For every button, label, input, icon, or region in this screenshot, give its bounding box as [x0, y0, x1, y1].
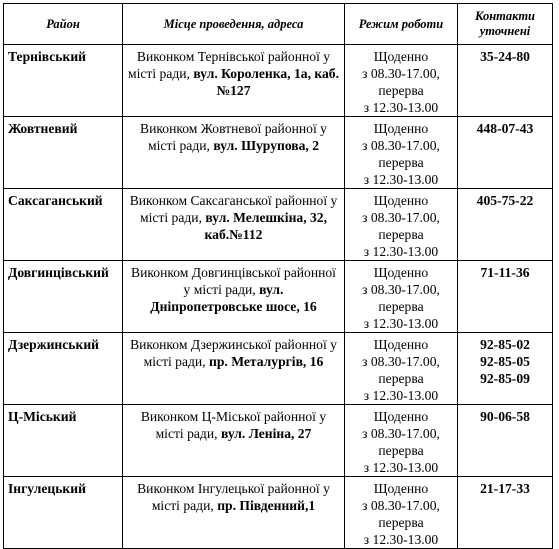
- table-row: [4, 333, 553, 405]
- place-text: Виконком Інгулецької районної у місті ради,: [137, 481, 330, 513]
- hours-cell: [345, 189, 458, 261]
- hours-line: Щоденно: [373, 121, 429, 136]
- table-row: [4, 261, 553, 333]
- hours-line: Щоденно: [373, 265, 429, 280]
- place-address: вул. Шурупова, 2: [213, 138, 320, 153]
- header-contacts: [458, 4, 553, 45]
- hours-line: Щоденно: [373, 409, 429, 424]
- place-text: Виконком Саксаганської районної у місті ради,: [129, 193, 338, 225]
- contact-cell: [458, 189, 553, 261]
- header-hours: Режим роботи: [345, 4, 458, 45]
- hours-cell: [345, 333, 458, 405]
- hours-line: з 12.30-13.00: [363, 172, 439, 187]
- district-cell: Саксаганський: [4, 189, 123, 261]
- hours-line: Щоденно: [373, 337, 429, 352]
- phone-number: 92-85-09: [480, 371, 530, 386]
- phone-number: 448-07-43: [476, 121, 534, 136]
- table-header-row: [4, 4, 553, 45]
- district-cell: Ц-Міський: [4, 405, 123, 477]
- phone-number: 21-17-33: [480, 481, 530, 496]
- phone-number: 35-24-80: [480, 49, 530, 64]
- hours-line: перерва: [378, 299, 424, 314]
- table-row: [4, 405, 553, 477]
- contact-cell: [458, 333, 553, 405]
- reception-schedule-table: [3, 3, 553, 549]
- place-address: пр. Металургів, 16: [209, 354, 324, 369]
- phone-number: 92-85-05: [480, 354, 530, 369]
- hours-line: Щоденно: [373, 481, 429, 496]
- hours-line: перерва: [378, 155, 424, 170]
- place-text: Виконком Довгинцівської районної у місті ради,: [131, 265, 336, 297]
- hours-line: з 12.30-13.00: [363, 100, 439, 115]
- hours-line: перерва: [378, 83, 424, 98]
- district-cell: Тернівський: [4, 45, 123, 117]
- table-row: [4, 117, 553, 189]
- place-address: вул. Леніна, 27: [220, 426, 312, 441]
- place-cell: [123, 405, 345, 477]
- district-cell: Жовтневий: [4, 117, 123, 189]
- phone-number: 92-85-02: [480, 337, 530, 352]
- hours-line: з 12.30-13.00: [363, 532, 439, 547]
- place-address: вул. Мелешкіна, 32, каб.№112: [204, 210, 327, 242]
- hours-line: Щоденно: [373, 193, 429, 208]
- place-cell: [123, 261, 345, 333]
- phone-number: 71-11-36: [480, 265, 530, 280]
- hours-line: з 12.30-13.00: [363, 388, 439, 403]
- hours-cell: [345, 261, 458, 333]
- hours-line: з 12.30-13.00: [363, 244, 439, 259]
- place-address: пр. Південний,1: [217, 498, 316, 513]
- hours-line: перерва: [378, 515, 424, 530]
- hours-line: перерва: [378, 443, 424, 458]
- header-contacts-line2: уточнені: [479, 24, 531, 38]
- hours-line: з 08.30-17.00,: [362, 210, 440, 225]
- hours-cell: [345, 477, 458, 549]
- header-place: Місце проведення, адреса: [123, 4, 345, 45]
- hours-line: з 08.30-17.00,: [362, 498, 440, 513]
- district-cell: Інгулецький: [4, 477, 123, 549]
- place-text: Виконком Дзержинської районної у місті ради,: [130, 337, 337, 369]
- district-cell: Дзержинський: [4, 333, 123, 405]
- place-address: вул. Дніпропетровське шосе, 16: [150, 282, 317, 314]
- place-cell: [123, 333, 345, 405]
- table-row: [4, 189, 553, 261]
- table-row: [4, 477, 553, 549]
- hours-cell: [345, 45, 458, 117]
- place-text: Виконком Жовтневої районної у місті ради,: [140, 121, 327, 153]
- hours-line: перерва: [378, 227, 424, 242]
- place-cell: [123, 189, 345, 261]
- place-text: Виконком Тернівської районної у місті ради,: [128, 49, 331, 81]
- hours-line: з 12.30-13.00: [363, 316, 439, 331]
- contact-cell: [458, 477, 553, 549]
- header-contacts-line1: Контакти: [474, 9, 535, 23]
- hours-line: з 08.30-17.00,: [362, 138, 440, 153]
- place-cell: [123, 477, 345, 549]
- contact-cell: [458, 45, 553, 117]
- place-cell: [123, 117, 345, 189]
- hours-line: з 12.30-13.00: [363, 460, 439, 475]
- phone-number: 90-06-58: [480, 409, 530, 424]
- hours-line: з 08.30-17.00,: [362, 282, 440, 297]
- place-text: Виконком Ц-Міської районної у місті ради,: [140, 409, 327, 441]
- contact-cell: [458, 405, 553, 477]
- hours-cell: [345, 117, 458, 189]
- header-district: Район: [4, 4, 123, 45]
- phone-number: 405-75-22: [476, 193, 534, 208]
- hours-line: з 08.30-17.00,: [362, 66, 440, 81]
- hours-line: з 08.30-17.00,: [362, 426, 440, 441]
- contact-cell: [458, 117, 553, 189]
- hours-cell: [345, 405, 458, 477]
- hours-line: з 08.30-17.00,: [362, 354, 440, 369]
- place-cell: [123, 45, 345, 117]
- hours-line: Щоденно: [373, 49, 429, 64]
- district-cell: Довгинцівський: [4, 261, 123, 333]
- place-address: вул. Короленка, 1а, каб. №127: [193, 66, 339, 98]
- table-row: [4, 45, 553, 117]
- hours-line: перерва: [378, 371, 424, 386]
- contact-cell: [458, 261, 553, 333]
